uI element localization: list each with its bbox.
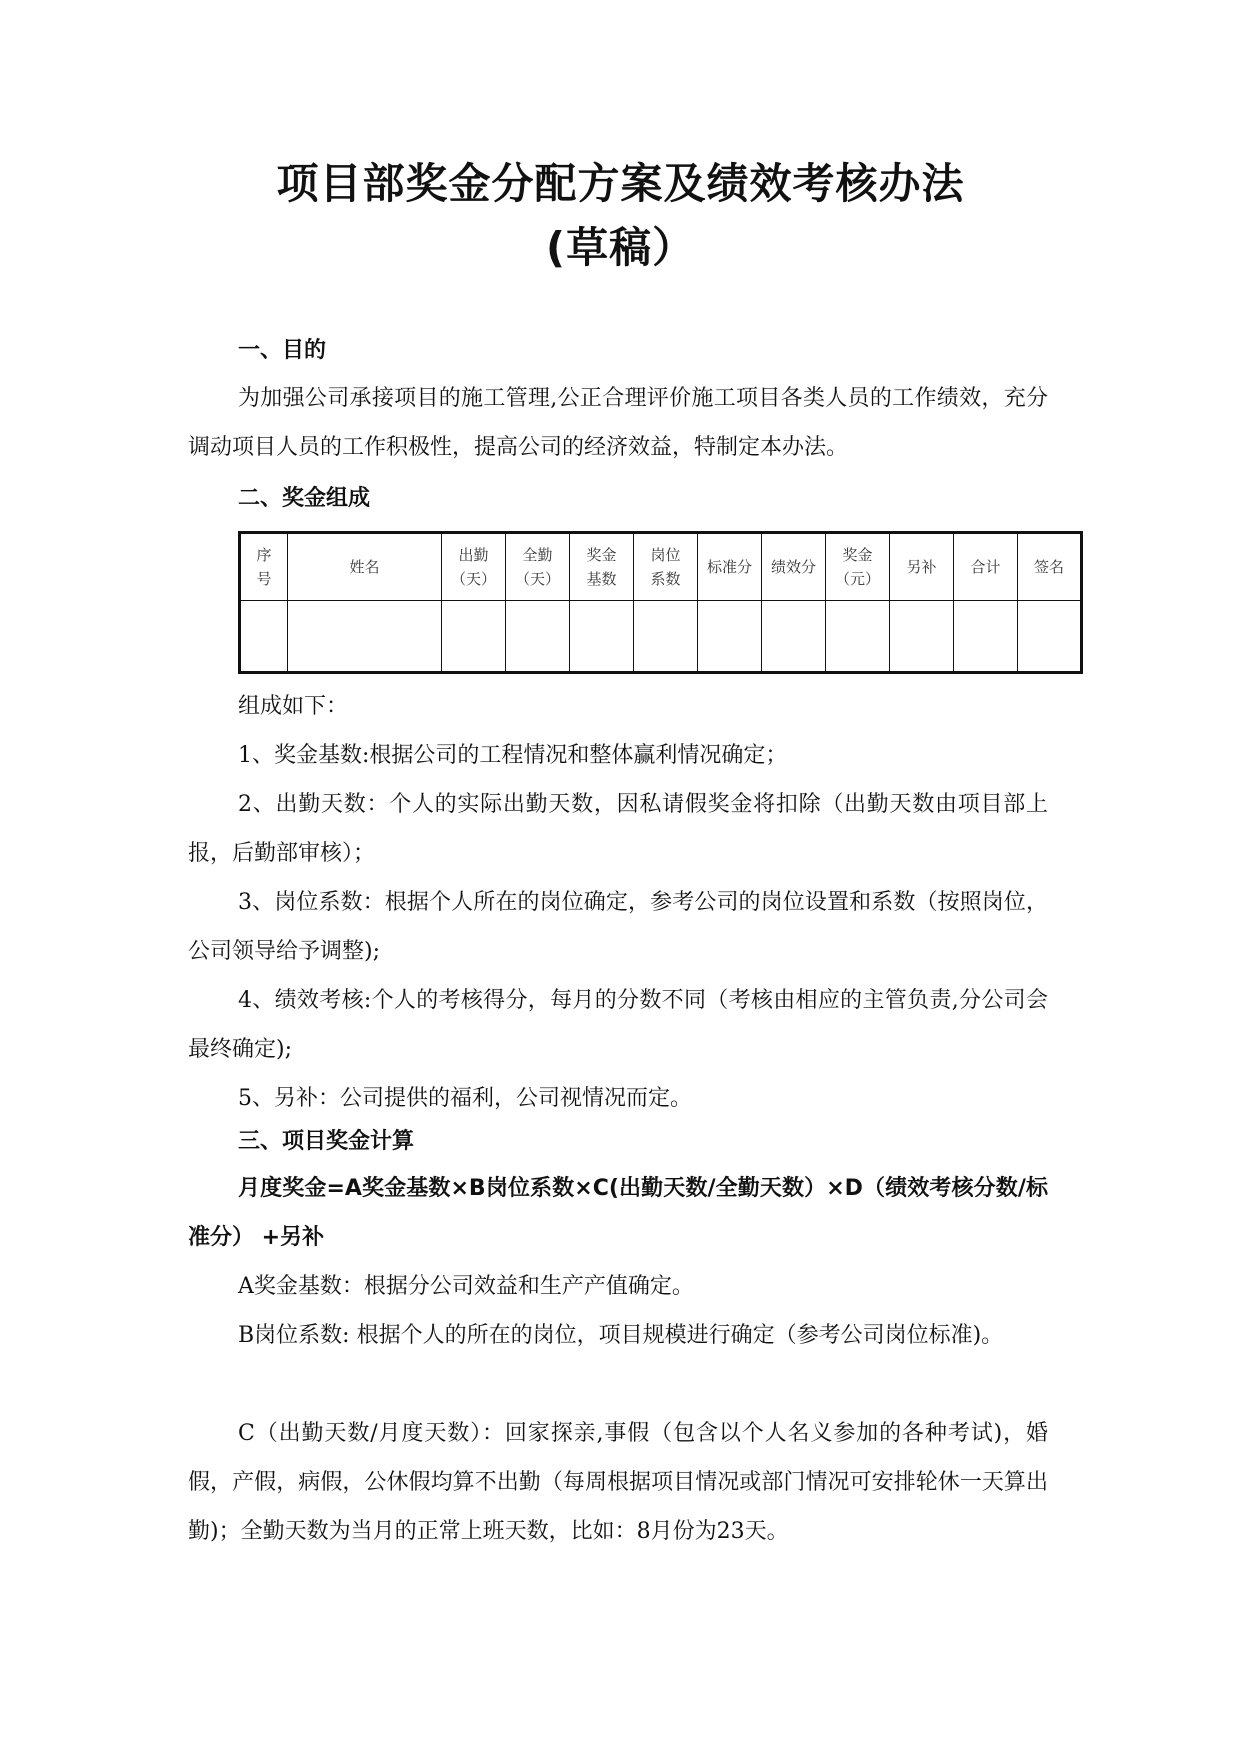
table-cell bbox=[954, 601, 1018, 673]
composition-item-2: 2、出勤天数：个人的实际出勤天数，因私请假奖金将扣除（出勤天数由项目部上报，后勤部审核）； bbox=[188, 792, 1048, 866]
table-cell bbox=[288, 601, 442, 673]
composition-item-5: 5、另补：公司提供的福利，公司视情况而定。 bbox=[238, 1086, 692, 1111]
table-cell bbox=[698, 601, 762, 673]
definition-b: B岗位系数: 根据个人的所在的岗位，项目规模进行确定（参考公司岗位标准)。 bbox=[238, 1323, 1004, 1348]
table-row bbox=[240, 601, 1082, 673]
section-heading-bonus-composition: 二、奖金组成 bbox=[238, 486, 371, 511]
table-cell bbox=[570, 601, 634, 673]
table-header-cell: 合计 bbox=[954, 533, 1018, 601]
document-title: 项目部奖金分配方案及绩效考核办法 bbox=[276, 159, 965, 208]
table-header-cell: 签名 bbox=[1018, 533, 1082, 601]
table-header-cell: 奖金 基数 bbox=[570, 533, 634, 601]
definition-a: A奖金基数：根据分公司效益和生产产值确定。 bbox=[238, 1274, 694, 1299]
bonus-formula: 月度奖金=A奖金基数×B岗位系数×C(出勤天数/全勤天数）×D（绩效考核分数/标准分） +另补 bbox=[188, 1176, 1048, 1250]
document-subtitle: (草稿） bbox=[545, 223, 696, 272]
table-header-cell: 岗位 系数 bbox=[634, 533, 698, 601]
composition-item-4: 4、绩效考核:个人的考核得分，每月的分数不同（考核由相应的主管负责,分公司会最终确定); bbox=[188, 988, 1048, 1062]
table-header-cell: 全勤 （天） bbox=[506, 533, 570, 601]
table-cell bbox=[634, 601, 698, 673]
table-header-row bbox=[240, 533, 1082, 601]
table-header-cell: 绩效分 bbox=[762, 533, 826, 601]
table-header-cell: 出勤 （天） bbox=[442, 533, 506, 601]
table-header-cell: 奖金 （元） bbox=[826, 533, 890, 601]
table-header-cell: 标准分 bbox=[698, 533, 762, 601]
definition-c: C（出勤天数/月度天数）：回家探亲,事假（包含以个人名义参加的各种考试)，婚假，产假，病假，公休假均算不出勤（每周根据项目情况或部门情况可安排轮休一天算出勤)；全勤天数为当月的正常上班天数，比如：8月份为23天。 bbox=[188, 1421, 1048, 1544]
purpose-paragraph: 为加强公司承接项目的施工管理,公正合理评价施工项目各类人员的工作绩效，充分调动项目人员的工作积极性，提高公司的经济效益，特制定本办法。 bbox=[188, 386, 1048, 460]
table-cell bbox=[826, 601, 890, 673]
table-cell bbox=[762, 601, 826, 673]
table-header-cell: 姓名 bbox=[288, 533, 442, 601]
table-cell bbox=[1018, 601, 1082, 673]
composition-item-1: 1、奖金基数:根据公司的工程情况和整体赢利情况确定； bbox=[238, 743, 788, 768]
bonus-table bbox=[238, 531, 1083, 674]
section-heading-bonus-calculation: 三、项目奖金计算 bbox=[238, 1129, 415, 1154]
composition-intro: 组成如下： bbox=[238, 694, 349, 719]
table-cell bbox=[240, 601, 288, 673]
composition-item-3: 3、岗位系数：根据个人所在的岗位确定，参考公司的岗位设置和系数（按照岗位，公司领导给予调整); bbox=[188, 890, 1048, 964]
table-header-cell: 另补 bbox=[890, 533, 954, 601]
table-cell bbox=[506, 601, 570, 673]
section-heading-purpose: 一、目的 bbox=[238, 338, 327, 363]
table-cell bbox=[442, 601, 506, 673]
table-header-cell: 序 号 bbox=[240, 533, 288, 601]
table-cell bbox=[890, 601, 954, 673]
